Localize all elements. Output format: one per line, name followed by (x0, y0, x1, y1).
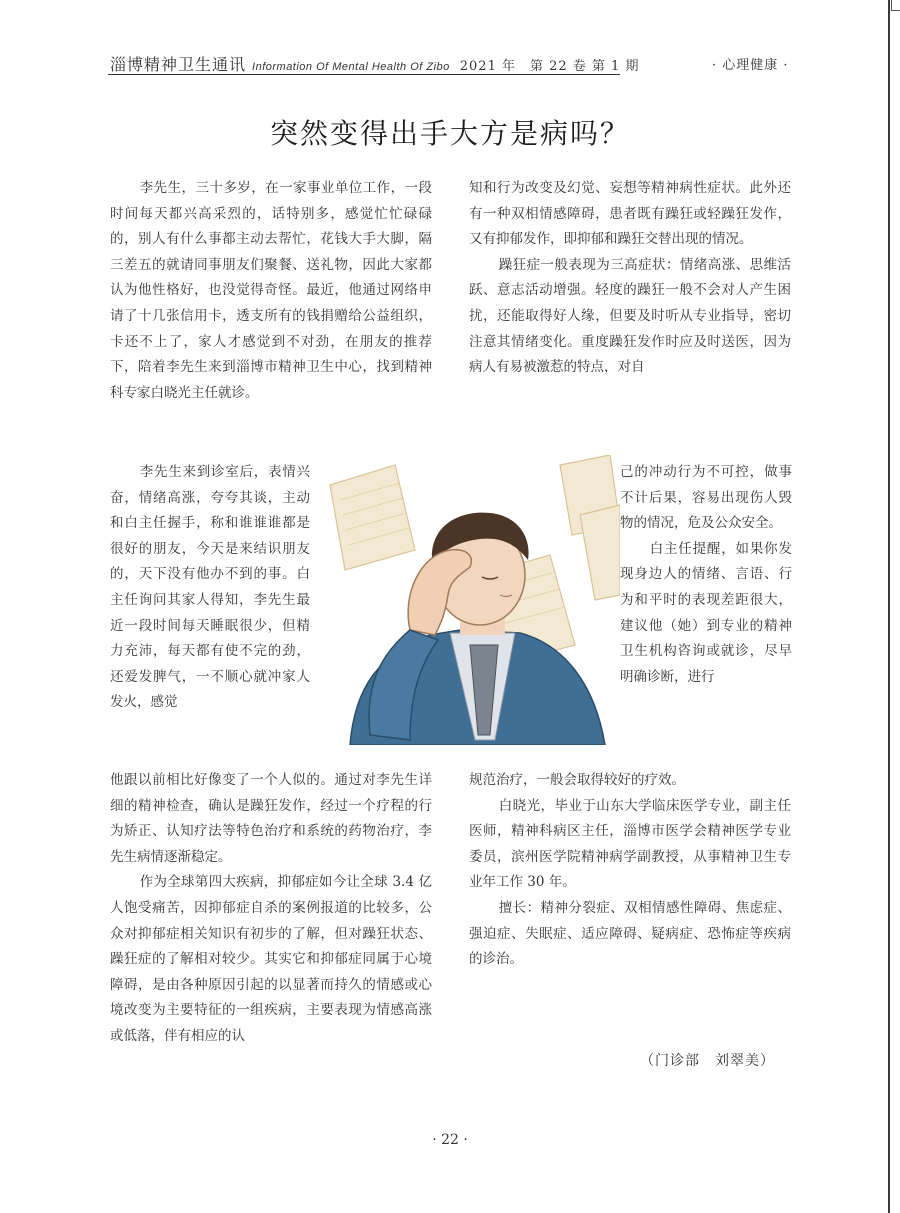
issue-info: 2021 年 第 22 卷 第 1 期 (459, 59, 640, 74)
paragraph: 李先生来到诊室后，表情兴奋，情绪高涨，夸夸其谈，主动和白主任握手，称和谁谁谁都是很好的朋友，今天是来结识朋友的，天下没有他办不到的事。白主任询问其家人得知，李先生最近一段时间每天睡眠很少，但精力充沛，每天都有使不完的劲，还爱发脾气，一不顺心就冲家人发火，感觉 (110, 464, 310, 711)
paragraph: 作为全球第四大疾病，抑郁症如今让全球 3.4 亿人饱受痛苦，因抑郁症自杀的案例报道的比较多，公众对抑郁症相关知识有初步的了解，但对躁狂状态、躁狂症的了解相对较少。其实它和抑郁症同属于心境障碍，是由各种原因引起的以显著而持久的情感或心境改变为主要特征的一组疾病，主要表现为情感高涨或低落，伴有相应的认 (110, 874, 432, 1044)
right-column-top (469, 176, 791, 381)
right-wrapped-text (620, 460, 792, 690)
header-rule (108, 74, 620, 75)
right-column-bottom (469, 768, 791, 973)
paragraph: 躁狂症一般表现为三高症状：情绪高涨、思维活跃、意志活动增强。轻度的躁狂一般不会对人产生困扰，还能取得好人缘，但要及时听从专业指导，密切注意其情绪变化。重度躁狂发作时应及时送医，因为病人有易被激惹的特点，对自 (469, 256, 791, 376)
paragraph-continuation: 己的冲动行为不可控，做事不计后果，容易出现伤人毁物的情况，危及公众安全。 (620, 464, 792, 532)
paragraph: 白晓光，毕业于山东大学临床医学专业，副主任医师，精神科病区主任，淄博市医学会精神医学专业委员，滨州医学院精神病学副教授，从事精神卫生专业年工作 30 年。 (469, 797, 791, 891)
page-edge-line (888, 0, 890, 1213)
paragraph: 擅长：精神分裂症、双相情感性障碍、焦虑症、强迫症、失眠症、适应障碍、疑病症、恐怖症等疾病的诊治。 (469, 899, 791, 968)
man-holding-head-illustration (310, 455, 620, 745)
section-label: · 心理健康 · (712, 58, 789, 73)
paragraph: 白主任提醒，如果你发现身边人的情绪、言语、行为和平时的表现差距很大，建议他（她）到专业的精神卫生机构咨询或就诊，尽早明确诊断，进行 (620, 540, 792, 685)
left-column-bottom (110, 768, 432, 1050)
left-column-top (110, 176, 432, 406)
paragraph-continuation: 知和行为改变及幻觉、妄想等精神病性症状。此外还有一种双相情感障碍，患者既有躁狂或轻躁狂发作，又有抑郁发作，即抑郁和躁狂交替出现的情况。 (469, 180, 791, 248)
paragraph-continuation: 规范治疗，一般会取得较好的疗效。 (469, 772, 685, 788)
paragraph-continuation: 他跟以前相比好像变了一个人似的。通过对李先生详细的精神检查，确认是躁狂发作，经过一个疗程的行为矫正、认知疗法等特色治疗和系统的药物治疗，李先生病情逐渐稳定。 (110, 772, 432, 865)
running-header (110, 52, 639, 75)
left-wrapped-text (110, 460, 310, 716)
author-signature: （门诊部 刘翠美） (640, 1053, 775, 1069)
journal-english-name: Information Of Mental Health Of Zibo (252, 61, 450, 73)
journal-name: 淄博精神卫生通讯 (110, 55, 247, 74)
crop-mark (891, 0, 900, 11)
article-title: 突然变得出手大方是病吗？ (269, 117, 630, 150)
paragraph: 李先生，三十多岁，在一家事业单位工作，一段时间每天都兴高采烈的，话特别多，感觉忙忙碌碌的，别人有什么事都主动去帮忙，花钱大手大脚，隔三差五的就请同事朋友们聚餐、送礼物，因此大家都认为他性格好，也没觉得奇怪。最近，他通过网络申请了十几张信用卡，透支所有的钱捐赠给公益组织，卡还不上了，家人才感觉到不对劲，在朋友的推荐下，陪着李先生来到淄博市精神卫生中心，找到精神科专家白晓光主任就诊。 (110, 180, 432, 401)
page-number: · 22 · (432, 1132, 468, 1148)
